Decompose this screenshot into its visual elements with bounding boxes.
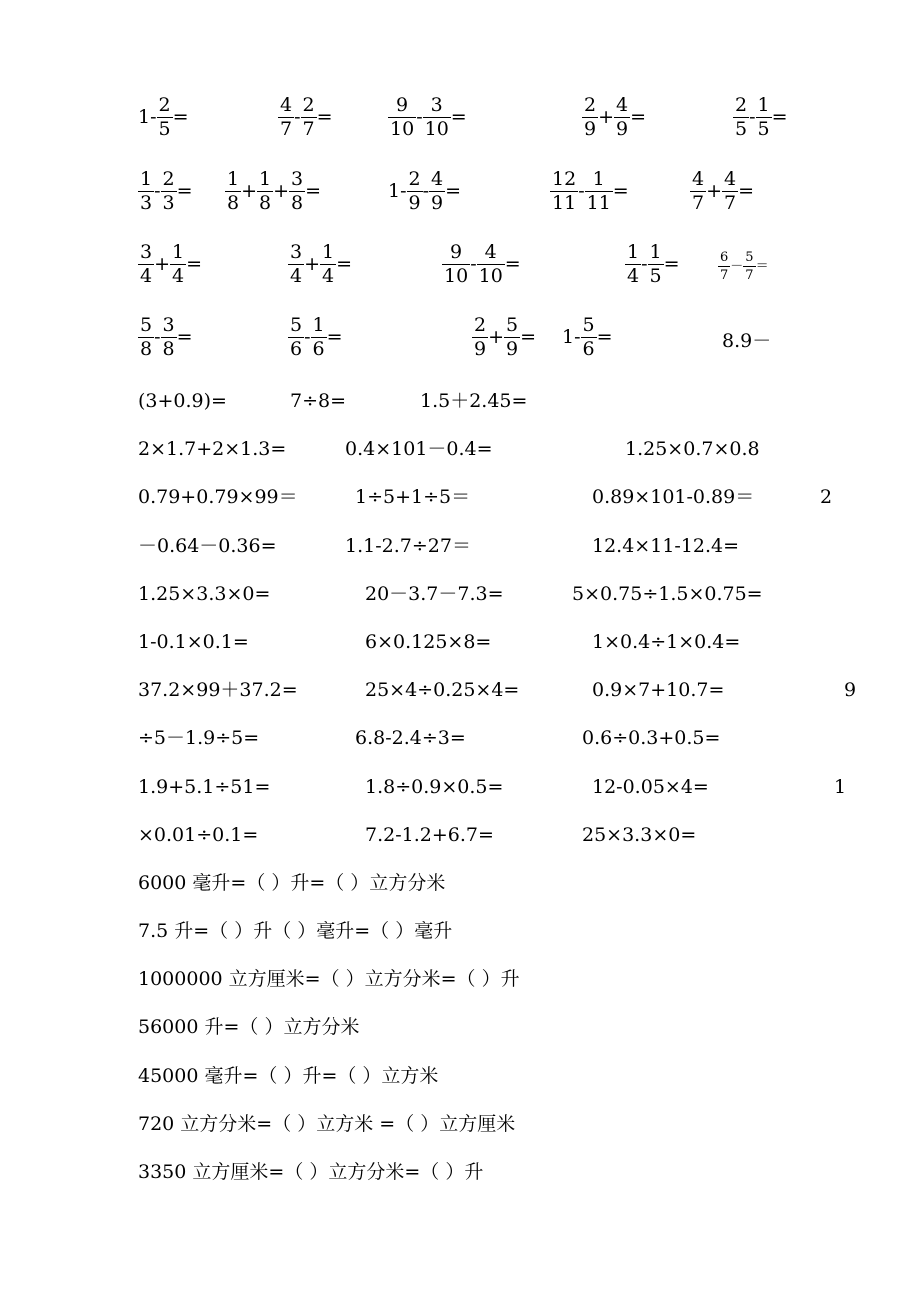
fraction-bar <box>718 266 730 267</box>
operator-text: + <box>304 253 321 275</box>
fraction-numerator: 9 <box>450 241 463 263</box>
fraction <box>138 243 154 286</box>
decimal-exercise: 1.9+5.1÷51= <box>138 776 271 798</box>
fraction-exercise <box>388 96 467 139</box>
fraction-numerator: 4 <box>724 168 737 190</box>
operator-text: = <box>630 106 647 128</box>
fraction-numerator: 4 <box>692 168 705 190</box>
fraction <box>423 96 451 139</box>
fraction-denominator: 8 <box>140 338 153 360</box>
fraction-denominator: 7 <box>692 192 705 214</box>
fraction-bar <box>743 266 755 267</box>
fraction-denominator: 8 <box>259 192 272 214</box>
fraction-numerator: 6 <box>720 250 729 265</box>
fraction-denominator: 11 <box>552 192 577 214</box>
fraction-exercise <box>625 243 680 286</box>
fraction-numerator: 3 <box>162 314 175 336</box>
fraction-denominator: 9 <box>616 118 629 140</box>
decimal-exercise: 1.1-2.7÷27＝ <box>345 535 471 557</box>
decimal-exercise: 1.8÷0.9×0.5= <box>365 776 504 798</box>
fraction <box>648 243 664 286</box>
fraction-numerator: 3 <box>290 241 303 263</box>
fraction <box>161 316 177 359</box>
fraction-exercise <box>442 243 521 286</box>
operator-text: + <box>154 253 171 275</box>
operator-text: = <box>176 326 193 348</box>
fraction-numerator: 1 <box>592 168 605 190</box>
fraction-denominator: 9 <box>474 338 487 360</box>
fraction-denominator: 4 <box>322 265 335 287</box>
fraction-denominator: 6 <box>290 338 303 360</box>
operator-text: + <box>273 180 290 202</box>
decimal-exercise: 1×0.4÷1×0.4= <box>592 631 741 653</box>
decimal-exercise: 1.25×0.7×0.8 <box>625 438 760 460</box>
fraction <box>170 243 186 286</box>
fraction-exercise <box>138 170 193 213</box>
fraction-denominator: 8 <box>291 192 304 214</box>
fraction-denominator: 7 <box>745 268 754 283</box>
conversion-exercise: 7.5 升=（ ）升（ ）毫升=（ ）毫升 <box>138 920 453 942</box>
fraction-numerator: 3 <box>140 241 153 263</box>
fraction-denominator: 4 <box>290 265 303 287</box>
fraction <box>585 170 613 213</box>
fraction-numerator: 5 <box>140 314 153 336</box>
decimal-exercise: 5×0.75÷1.5×0.75= <box>572 583 763 605</box>
operator-text: = <box>445 180 462 202</box>
fraction-denominator: 10 <box>444 265 469 287</box>
conversion-exercise: 3350 立方厘米=（ ）立方分米=（ ）升 <box>138 1161 484 1183</box>
fraction <box>157 96 173 139</box>
fraction-denominator: 7 <box>724 192 737 214</box>
fraction-exercise <box>138 243 202 286</box>
operator-text: = <box>336 253 353 275</box>
operator-text: + <box>598 106 615 128</box>
decimal-exercise: 8.9－ <box>722 330 772 352</box>
fraction-denominator: 6 <box>582 338 595 360</box>
fraction-denominator: 4 <box>140 265 153 287</box>
fraction-numerator: 2 <box>735 94 748 116</box>
operator-text: = <box>596 326 613 348</box>
fraction-numerator: 1 <box>259 168 272 190</box>
fraction <box>472 316 488 359</box>
fraction-exercise <box>288 316 343 359</box>
fraction-exercise <box>388 170 461 213</box>
operator-text: - <box>294 106 301 128</box>
fraction-denominator: 10 <box>424 118 449 140</box>
fraction <box>161 170 177 213</box>
decimal-exercise: 1.25×3.3×0= <box>138 583 271 605</box>
decimal-exercise: 37.2×99＋37.2= <box>138 679 298 701</box>
fraction-denominator: 4 <box>172 265 185 287</box>
decimal-exercise: 1÷5+1÷5＝ <box>355 486 471 508</box>
fraction-numerator: 1 <box>172 241 185 263</box>
fraction-numerator: 9 <box>396 94 409 116</box>
fraction <box>722 170 738 213</box>
fraction <box>504 316 520 359</box>
fraction-denominator: 5 <box>649 265 662 287</box>
fraction-numerator: 1 <box>757 94 770 116</box>
fraction <box>407 170 423 213</box>
fraction-numerator: 5 <box>290 314 303 336</box>
fraction-exercise <box>562 316 613 359</box>
fraction <box>442 243 470 286</box>
operator-text: + <box>488 326 505 348</box>
fraction <box>288 316 304 359</box>
operator-text: = <box>326 326 343 348</box>
decimal-exercise: 9 <box>844 679 857 701</box>
fraction <box>320 243 336 286</box>
fraction <box>429 170 445 213</box>
decimal-exercise: 0.89×101-0.89＝ <box>592 486 755 508</box>
fraction-numerator: 1 <box>322 241 335 263</box>
operator-text: = <box>176 180 193 202</box>
operator-text: - <box>470 253 477 275</box>
operator-text: = <box>612 180 629 202</box>
fraction-numerator: 5 <box>506 314 519 336</box>
decimal-exercise: 25×4÷0.25×4= <box>365 679 520 701</box>
operator-text: = <box>663 253 680 275</box>
operator-text: - <box>154 180 161 202</box>
fraction-numerator: 2 <box>474 314 487 336</box>
fraction-exercise <box>278 96 333 139</box>
fraction-denominator: 5 <box>757 118 770 140</box>
fraction-numerator: 3 <box>291 168 304 190</box>
operator-text: + <box>241 180 258 202</box>
decimal-exercise: 0.9×7+10.7= <box>592 679 725 701</box>
fraction <box>625 243 641 286</box>
operator-text: - <box>641 253 648 275</box>
conversion-exercise: 6000 毫升=（ ）升=（ ）立方分米 <box>138 872 446 894</box>
decimal-exercise: 12.4×11-12.4= <box>592 535 740 557</box>
operator-text: － <box>730 259 744 274</box>
fraction-numerator: 2 <box>302 94 315 116</box>
fraction-numerator: 1 <box>627 241 640 263</box>
operator-text: - <box>749 106 756 128</box>
operator-text: = <box>520 326 537 348</box>
decimal-exercise: ×0.01÷0.1= <box>138 824 259 846</box>
decimal-exercise: 25×3.3×0= <box>582 824 697 846</box>
fraction <box>278 96 294 139</box>
operator-text: = <box>738 180 755 202</box>
fraction <box>743 251 755 282</box>
decimal-exercise: 0.79+0.79×99＝ <box>138 486 298 508</box>
fraction-numerator: 4 <box>431 168 444 190</box>
fraction <box>581 316 597 359</box>
operator-text: + <box>706 180 723 202</box>
fraction-exercise <box>138 316 193 359</box>
decimal-exercise: 6.8-2.4÷3= <box>355 727 466 749</box>
decimal-exercise: ÷5－1.9÷5= <box>138 727 260 749</box>
fraction <box>225 170 241 213</box>
operator-text: = <box>316 106 333 128</box>
fraction-exercise <box>225 170 321 213</box>
fraction-numerator: 5 <box>745 250 754 265</box>
decimal-exercise: 6×0.125×8= <box>365 631 492 653</box>
decimal-exercise: 20－3.7－7.3= <box>365 583 504 605</box>
fraction-denominator: 4 <box>627 265 640 287</box>
operator-text: = <box>172 106 189 128</box>
fraction <box>550 170 578 213</box>
fraction-denominator: 9 <box>584 118 597 140</box>
fraction-denominator: 3 <box>140 192 153 214</box>
decimal-exercise: 12-0.05×4= <box>592 776 709 798</box>
fraction-numerator: 2 <box>584 94 597 116</box>
fraction-denominator: 7 <box>280 118 293 140</box>
fraction-denominator: 6 <box>312 338 325 360</box>
conversion-exercise: 45000 毫升=（ ）升=（ ）立方米 <box>138 1065 439 1087</box>
fraction <box>477 243 505 286</box>
decimal-exercise: 1-0.1×0.1= <box>138 631 249 653</box>
fraction-numerator: 4 <box>616 94 629 116</box>
fraction-numerator: 2 <box>162 168 175 190</box>
fraction-exercise <box>550 170 629 213</box>
fraction-exercise <box>582 96 646 139</box>
operator-text: = <box>450 106 467 128</box>
operator-text: = <box>186 253 203 275</box>
fraction-denominator: 9 <box>408 192 421 214</box>
fraction-denominator: 7 <box>720 268 729 283</box>
decimal-exercise: 0.6÷0.3+0.5= <box>582 727 721 749</box>
fraction-numerator: 2 <box>408 168 421 190</box>
fraction <box>311 316 327 359</box>
decimal-exercise: 1 <box>834 776 847 798</box>
operator-text: - <box>416 106 423 128</box>
operator-text: = <box>305 180 322 202</box>
decimal-exercise: 7.2-1.2+6.7= <box>365 824 494 846</box>
fraction-exercise-small <box>718 251 769 282</box>
fraction <box>690 170 706 213</box>
fraction-exercise <box>733 96 788 139</box>
fraction-numerator: 1 <box>312 314 325 336</box>
decimal-exercise: 2×1.7+2×1.3= <box>138 438 287 460</box>
fraction-denominator: 5 <box>158 118 171 140</box>
fraction-numerator: 12 <box>552 168 577 190</box>
fraction-denominator: 5 <box>735 118 748 140</box>
fraction-numerator: 2 <box>158 94 171 116</box>
fraction-exercise <box>690 170 754 213</box>
fraction <box>138 170 154 213</box>
operator-text: = <box>504 253 521 275</box>
decimal-exercise: 2 <box>820 486 833 508</box>
conversion-exercise: 720 立方分米=（ ）立方米 =（ ）立方厘米 <box>138 1113 516 1135</box>
fraction <box>582 96 598 139</box>
fraction-denominator: 9 <box>506 338 519 360</box>
operator-text: = <box>771 106 788 128</box>
fraction-denominator: 7 <box>302 118 315 140</box>
fraction <box>733 96 749 139</box>
fraction-numerator: 1 <box>140 168 153 190</box>
decimal-exercise: (3+0.9)= <box>138 390 227 412</box>
fraction <box>388 96 416 139</box>
fraction-numerator: 4 <box>280 94 293 116</box>
fraction <box>301 96 317 139</box>
fraction-exercise <box>472 316 536 359</box>
fraction <box>288 243 304 286</box>
decimal-exercise: 0.4×101－0.4= <box>345 438 493 460</box>
fraction-denominator: 8 <box>227 192 240 214</box>
fraction-denominator: 9 <box>431 192 444 214</box>
fraction <box>756 96 772 139</box>
fraction-numerator: 4 <box>484 241 497 263</box>
fraction-denominator: 11 <box>586 192 611 214</box>
decimal-exercise: 7÷8= <box>290 390 347 412</box>
operator-text: 1- <box>562 326 581 348</box>
operator-text: - <box>154 326 161 348</box>
fraction <box>718 251 730 282</box>
operator-text: 1- <box>388 180 407 202</box>
conversion-exercise: 1000000 立方厘米=（ ）立方分米=（ ）升 <box>138 968 520 990</box>
fraction-numerator: 5 <box>582 314 595 336</box>
decimal-exercise: 1.5＋2.45= <box>420 390 528 412</box>
fraction <box>289 170 305 213</box>
fraction <box>257 170 273 213</box>
fraction-denominator: 8 <box>162 338 175 360</box>
operator-text: 1- <box>138 106 157 128</box>
fraction-numerator: 1 <box>649 241 662 263</box>
fraction-denominator: 10 <box>478 265 503 287</box>
operator-text: ＝ <box>755 259 769 274</box>
fraction-numerator: 1 <box>227 168 240 190</box>
fraction-exercise <box>138 96 189 139</box>
decimal-exercise: －0.64－0.36= <box>138 535 277 557</box>
fraction-numerator: 3 <box>430 94 443 116</box>
conversion-exercise: 56000 升=（ ）立方分米 <box>138 1016 360 1038</box>
operator-text: - <box>304 326 311 348</box>
fraction <box>614 96 630 139</box>
fraction <box>138 316 154 359</box>
operator-text: - <box>422 180 430 202</box>
fraction-denominator: 3 <box>162 192 175 214</box>
fraction-denominator: 10 <box>390 118 415 140</box>
fraction-exercise <box>288 243 352 286</box>
operator-text: - <box>578 180 585 202</box>
